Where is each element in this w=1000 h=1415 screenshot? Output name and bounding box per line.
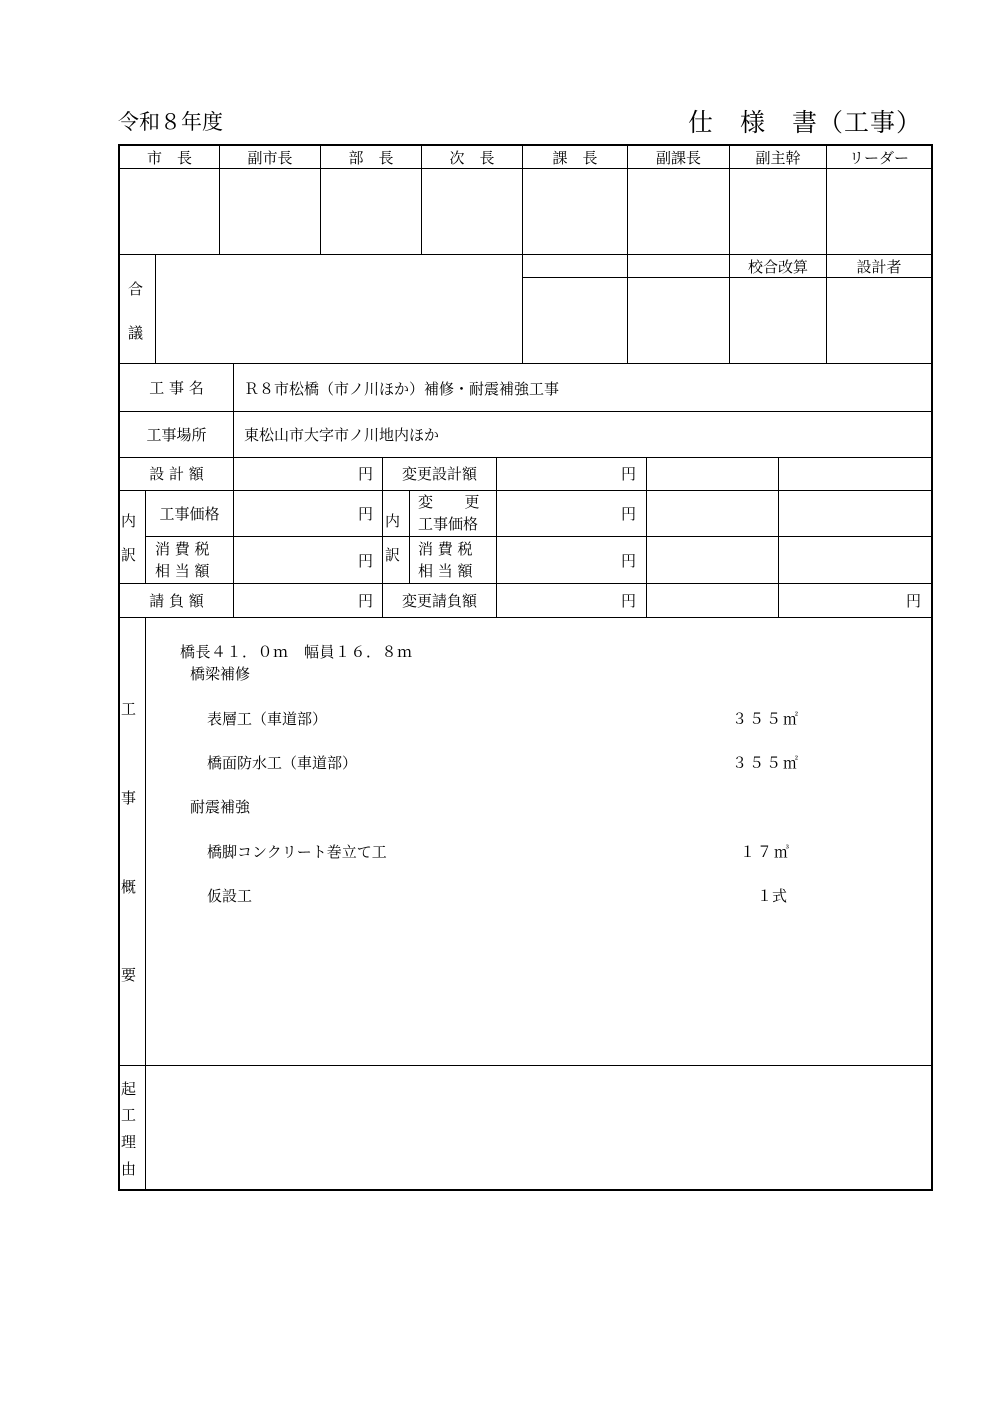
approval-director: 部 長: [348, 148, 394, 167]
contract-amount-yen: 円: [358, 592, 374, 610]
summary-side-label-3: 概: [121, 878, 137, 896]
qty-surface-layer: ３５５㎡: [732, 710, 801, 728]
project-name-value: Ｒ８市松橋（市ノ川ほか）補修・耐震補強工事: [244, 380, 560, 398]
final-contract-yen: 円: [906, 592, 922, 610]
summary-side-label-4: 要: [121, 966, 137, 984]
bridge-dimensions: 橋長４１．０ｍ 幅員１６．８ｍ: [180, 643, 413, 661]
summary-side-label-2: 事: [121, 789, 137, 807]
consult-label-2: 議: [128, 324, 144, 342]
breakdown-label-2: 訳: [121, 546, 137, 564]
approval-deputy-section-chief: 副課長: [655, 148, 701, 167]
section-heading-seismic: 耐震補強: [190, 798, 251, 816]
reason-side-label-2: 工: [121, 1106, 137, 1124]
change-contract-amount-yen: 円: [621, 592, 637, 610]
change-tax-label-2: 相 当 額: [418, 562, 473, 580]
consult-label-1: 合: [128, 280, 144, 298]
item-pier-jacketing: 橋脚コンクリート巻立て工: [207, 843, 387, 861]
section-heading-repair: 橋梁補修: [190, 665, 251, 683]
tax-label-2: 相 当 額: [155, 562, 210, 580]
designer-label: 設計者: [856, 258, 902, 276]
reason-side-label-4: 由: [121, 1160, 137, 1178]
document-title: 仕 様 書（工事）: [688, 108, 923, 137]
qty-waterproofing: ３５５㎡: [732, 754, 801, 772]
work-price-label: 工事価格: [159, 504, 220, 523]
contract-amount-label: 請 負 額: [149, 591, 204, 610]
checker-label: 校合改算: [747, 258, 808, 276]
item-waterproofing: 橋面防水工（車道部）: [207, 754, 358, 772]
approval-leader: リーダー: [848, 148, 909, 167]
summary-side-label-1: 工: [121, 700, 137, 718]
change-work-price-yen: 円: [621, 505, 637, 523]
change-design-amount-yen: 円: [621, 465, 637, 483]
change-tax-label-1: 消 費 税: [418, 540, 473, 558]
qty-temporary-works: １式: [757, 887, 788, 905]
item-temporary-works: 仮設工: [207, 887, 253, 905]
work-price-yen: 円: [358, 505, 374, 523]
change-breakdown-label-2: 訳: [385, 546, 401, 564]
approval-assistant-chief: 副主幹: [755, 148, 801, 167]
item-surface-layer: 表層工（車道部）: [207, 710, 328, 728]
approval-deputy-mayor: 副市長: [247, 148, 293, 167]
tax-yen: 円: [358, 552, 374, 570]
approval-section-chief: 課 長: [552, 148, 598, 167]
change-breakdown-label-1: 内: [385, 512, 401, 530]
change-work-price-label-1: 変 更: [418, 493, 481, 511]
design-amount-label: 設 計 額: [149, 465, 204, 483]
approval-mayor: 市 長: [146, 148, 192, 167]
project-place-value: 東松山市大字市ノ川地内ほか: [244, 426, 440, 444]
fiscal-year: 令和８年度: [118, 110, 223, 134]
project-place-label: 工事場所: [146, 425, 207, 444]
breakdown-label-1: 内: [121, 512, 137, 530]
reason-side-label-3: 理: [121, 1133, 137, 1151]
change-design-amount-label: 変更設計額: [401, 465, 477, 483]
reason-side-label-1: 起: [121, 1080, 137, 1098]
change-work-price-label-2: 工事価格: [418, 515, 479, 533]
tax-label-1: 消 費 税: [155, 540, 210, 558]
change-contract-amount-label: 変更請負額: [401, 591, 477, 610]
design-amount-yen: 円: [358, 465, 374, 483]
approval-deputy-director: 次 長: [449, 148, 495, 167]
change-tax-yen: 円: [621, 552, 637, 570]
project-name-label: 工 事 名: [149, 378, 204, 397]
qty-pier-jacketing: １７㎥: [740, 843, 792, 861]
